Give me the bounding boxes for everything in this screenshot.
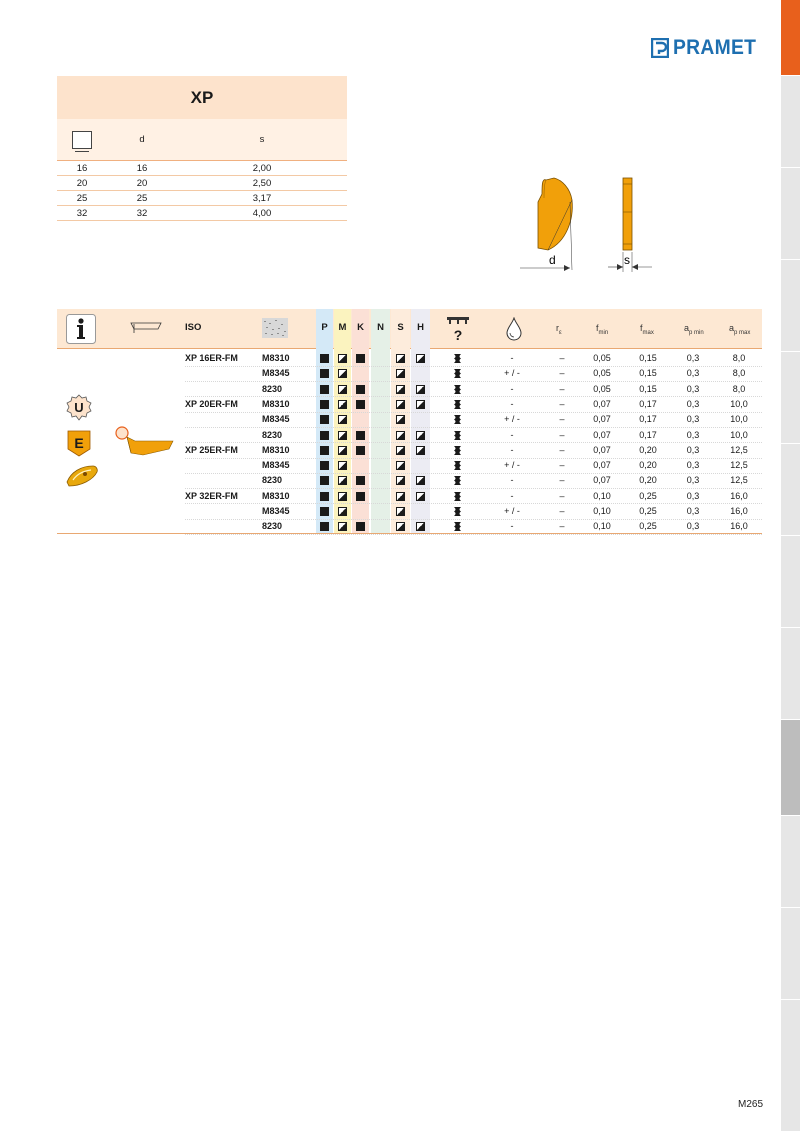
- re-value: –: [559, 460, 565, 471]
- chipbreaker-icon: [453, 414, 462, 425]
- header-p: P: [321, 322, 328, 333]
- dimensions-title: XP: [57, 76, 347, 119]
- insert-profile-icon: [130, 321, 162, 335]
- apmax-value: 12,5: [730, 444, 748, 455]
- suitability-k-full: [356, 431, 365, 440]
- fmax-value: 0,17: [639, 414, 657, 425]
- table-row: [57, 366, 762, 381]
- chipbreaker-icon: [453, 399, 462, 410]
- dimension-s: 2,50: [252, 177, 272, 189]
- side-tab[interactable]: [781, 536, 800, 628]
- coolant-value: -: [510, 353, 514, 363]
- suitability-s-half: [396, 522, 405, 531]
- dimension-d: 25: [136, 192, 148, 204]
- chipbreaker-icon: [453, 521, 462, 532]
- dimension-row: [57, 161, 347, 176]
- fmin-value: 0,07: [593, 460, 611, 471]
- fmax-value: 0,20: [639, 444, 657, 455]
- svg-text:E: E: [74, 435, 84, 451]
- drawing-label-s: s: [624, 253, 630, 267]
- table-bottom-rule: [57, 533, 762, 534]
- coolant-value: -: [510, 383, 514, 394]
- coolant-value: -: [510, 490, 514, 501]
- header-s: S: [397, 322, 404, 333]
- apmax-value: 12,5: [730, 475, 748, 486]
- header-k: K: [357, 322, 364, 333]
- iso-designation: XP 16ER-FM: [185, 353, 238, 363]
- dimension-s: 3,17: [252, 192, 272, 204]
- apmin-value: 0,3: [686, 444, 700, 455]
- apmax-value: 16,0: [730, 490, 748, 501]
- table-row: [57, 428, 762, 443]
- suitability-h-half: [416, 354, 425, 363]
- suitability-h-half: [416, 446, 425, 455]
- suitability-p-full: [320, 446, 329, 455]
- apmax-value: 10,0: [730, 398, 748, 409]
- side-tab[interactable]: [781, 908, 800, 1000]
- header-fmin: f: [596, 323, 599, 333]
- re-value: –: [559, 398, 565, 409]
- suitability-h-half: [416, 385, 425, 394]
- dimensions-header: [57, 119, 347, 161]
- suitability-m-half: [338, 400, 347, 409]
- dimension-size: 25: [76, 192, 88, 204]
- apmax-value: 8,0: [732, 353, 746, 363]
- suitability-p-full: [320, 354, 329, 363]
- chipbreaker-icon: [453, 460, 462, 471]
- header-apmax-sub: p max: [734, 329, 751, 336]
- header-re-sub: ε: [559, 329, 562, 336]
- fmax-value: 0,25: [639, 490, 657, 501]
- dimensions-table: [57, 76, 347, 221]
- suitability-s-half: [396, 415, 405, 424]
- suitability-m-half: [338, 354, 347, 363]
- table-row: [57, 351, 762, 366]
- dimensions-rows: [57, 161, 347, 221]
- svg-text:?: ?: [453, 327, 463, 342]
- apmin-value: 0,3: [686, 475, 700, 486]
- side-tab[interactable]: [781, 1000, 800, 1132]
- grade: 8230: [262, 429, 283, 440]
- dimension-d: 16: [136, 162, 148, 174]
- chipbreaker-icon: [453, 384, 462, 395]
- suitability-m-half: [338, 507, 347, 516]
- suitability-k-full: [356, 476, 365, 485]
- dimension-size: 16: [76, 162, 88, 174]
- suitability-p-full: [320, 492, 329, 501]
- grade: 8230: [262, 475, 283, 486]
- apmin-value: 0,3: [686, 398, 700, 409]
- re-value: –: [559, 368, 565, 379]
- cutting-data-table: [57, 309, 762, 534]
- side-tab-strip: [781, 0, 800, 1132]
- grade: 8230: [262, 383, 283, 394]
- apmin-value: 0,3: [686, 521, 700, 532]
- fmin-value: 0,07: [593, 444, 611, 455]
- re-value: –: [559, 414, 565, 425]
- suitability-h-half: [416, 492, 425, 501]
- side-tab[interactable]: [781, 628, 800, 720]
- suitability-k-full: [356, 446, 365, 455]
- coolant-value: -: [510, 444, 514, 455]
- fmax-value: 0,20: [639, 460, 657, 471]
- header-apmin-sub: p min: [689, 329, 704, 336]
- pramet-logo-icon: [651, 38, 669, 58]
- apmin-value: 0,3: [686, 490, 700, 501]
- side-tab[interactable]: [781, 260, 800, 352]
- suitability-m-half: [338, 385, 347, 394]
- suitability-p-full: [320, 461, 329, 470]
- coolant-drop-icon: [506, 317, 522, 341]
- table-row: [57, 397, 762, 412]
- suitability-k-full: [356, 400, 365, 409]
- fmax-value: 0,25: [639, 521, 657, 532]
- table-row: [57, 504, 762, 519]
- re-value: –: [559, 506, 565, 516]
- table-row: [57, 412, 762, 427]
- coolant-value: -: [510, 429, 514, 440]
- grade: M8310: [262, 490, 290, 501]
- fmin-value: 0,10: [593, 521, 611, 532]
- re-value: –: [559, 444, 565, 455]
- table-row: [57, 489, 762, 504]
- fmin-value: 0,10: [593, 506, 611, 516]
- suitability-p-full: [320, 507, 329, 516]
- help-icon: [446, 316, 470, 342]
- grade: 8230: [262, 521, 283, 532]
- header-h: H: [417, 322, 424, 333]
- coolant-value: -: [510, 521, 514, 532]
- fmax-value: 0,17: [639, 398, 657, 409]
- suitability-m-half: [338, 415, 347, 424]
- coolant-value: -: [510, 398, 514, 409]
- re-value: –: [559, 475, 565, 486]
- suitability-s-half: [396, 431, 405, 440]
- fmax-value: 0,17: [639, 429, 657, 440]
- re-value: –: [559, 353, 565, 363]
- chipbreaker-icon: [453, 368, 462, 379]
- suitability-p-full: [320, 476, 329, 485]
- header-fmin-sub: min: [598, 329, 609, 336]
- apmin-value: 0,3: [686, 460, 700, 471]
- re-value: –: [559, 429, 565, 440]
- re-value: –: [559, 490, 565, 501]
- fmin-value: 0,05: [593, 368, 611, 379]
- fmin-value: 0,10: [593, 490, 611, 501]
- suitability-s-half: [396, 400, 405, 409]
- header-re: r: [556, 323, 559, 333]
- fmin-value: 0,07: [593, 429, 611, 440]
- table-row: [57, 382, 762, 397]
- chipbreaker-icon: [453, 445, 462, 456]
- dimension-d: 32: [136, 207, 148, 219]
- header-iso: ISO: [185, 322, 202, 333]
- re-value: –: [559, 383, 565, 394]
- table-row: [57, 443, 762, 458]
- header-apmin: a: [684, 323, 690, 333]
- dimension-s: 2,00: [252, 162, 272, 174]
- material-icon: [262, 318, 288, 338]
- iso-designation: XP 25ER-FM: [185, 444, 238, 455]
- grade: M8310: [262, 444, 290, 455]
- header-m: M: [338, 322, 347, 333]
- svg-text:U: U: [74, 400, 84, 415]
- coolant-value: -: [510, 475, 514, 486]
- suitability-k-full: [356, 492, 365, 501]
- side-tab-active[interactable]: [781, 0, 800, 76]
- dimension-row: [57, 176, 347, 191]
- coolant-value: + / -: [504, 368, 520, 379]
- insert-front-view: [520, 178, 572, 271]
- fmin-value: 0,07: [593, 475, 611, 486]
- apmax-value: 16,0: [730, 521, 748, 532]
- suitability-m-half: [338, 446, 347, 455]
- chipbreaker-icon: [453, 506, 462, 517]
- apmin-value: 0,3: [686, 414, 700, 425]
- dimension-s: 4,00: [252, 207, 272, 219]
- suitability-m-half: [338, 431, 347, 440]
- fmin-value: 0,05: [593, 383, 611, 394]
- header-apmax: a: [729, 323, 735, 333]
- suitability-h-half: [416, 431, 425, 440]
- fmax-value: 0,15: [639, 383, 657, 394]
- apmax-value: 16,0: [730, 506, 748, 516]
- side-tab[interactable]: [781, 352, 800, 444]
- insert-drawing: [520, 172, 660, 276]
- fmin-value: 0,07: [593, 414, 611, 425]
- apmax-value: 10,0: [730, 429, 748, 440]
- suitability-s-half: [396, 354, 405, 363]
- chipbreaker-icon: [453, 475, 462, 486]
- logo-text: PRAMET: [673, 36, 757, 59]
- suitability-s-half: [396, 461, 405, 470]
- grade: M8345: [262, 414, 290, 425]
- apmin-value: 0,3: [686, 429, 700, 440]
- apmax-value: 8,0: [732, 368, 746, 379]
- chipbreaker-icon: [453, 491, 462, 502]
- pramet-logo: [651, 36, 763, 60]
- side-tab[interactable]: [781, 168, 800, 260]
- table-row: [57, 473, 762, 488]
- side-tab[interactable]: [781, 816, 800, 908]
- chipbreaker-icon: [453, 353, 462, 364]
- suitability-h-half: [416, 400, 425, 409]
- side-tab-current[interactable]: [781, 720, 800, 816]
- dimension-size: 32: [76, 207, 88, 219]
- suitability-m-half: [338, 461, 347, 470]
- apmin-value: 0,3: [686, 383, 700, 394]
- suitability-p-full: [320, 415, 329, 424]
- header-s: s: [259, 134, 265, 145]
- suitability-m-half: [338, 476, 347, 485]
- apmin-value: 0,3: [686, 506, 700, 516]
- fmin-value: 0,05: [593, 353, 611, 363]
- suitability-s-half: [396, 492, 405, 501]
- grade: M8345: [262, 460, 290, 471]
- side-tab[interactable]: [781, 444, 800, 536]
- apmax-value: 12,5: [730, 460, 748, 471]
- fmax-value: 0,15: [639, 353, 657, 363]
- coolant-value: + / -: [504, 506, 520, 516]
- suitability-h-half: [416, 522, 425, 531]
- info-icon: [66, 314, 96, 344]
- page-number: M265: [738, 1099, 764, 1110]
- drawing-label-d: d: [549, 253, 556, 267]
- iso-designation: XP 32ER-FM: [185, 490, 238, 501]
- apmin-value: 0,3: [686, 353, 700, 363]
- dimension-row: [57, 191, 347, 206]
- suitability-m-half: [338, 522, 347, 531]
- suitability-k-full: [356, 354, 365, 363]
- dimension-row: [57, 206, 347, 221]
- suitability-k-full: [356, 522, 365, 531]
- header-fmax-sub: max: [642, 329, 654, 336]
- dimension-d: 20: [136, 177, 148, 189]
- header-d: d: [139, 134, 145, 145]
- suitability-m-half: [338, 492, 347, 501]
- side-tab[interactable]: [781, 76, 800, 168]
- suitability-m-half: [338, 369, 347, 378]
- coolant-value: + / -: [504, 414, 520, 425]
- grade: M8310: [262, 353, 290, 363]
- suitability-s-half: [396, 369, 405, 378]
- header-fmax: f: [640, 323, 643, 333]
- suitability-p-full: [320, 522, 329, 531]
- fmax-value: 0,20: [639, 475, 657, 486]
- fmax-value: 0,25: [639, 506, 657, 516]
- suitability-h-half: [416, 476, 425, 485]
- insert-side-view: [608, 178, 652, 272]
- suitability-s-half: [396, 476, 405, 485]
- re-value: –: [559, 521, 565, 532]
- suitability-p-full: [320, 400, 329, 409]
- grade: M8310: [262, 398, 290, 409]
- apmax-value: 8,0: [732, 383, 746, 394]
- insert-size-icon: [72, 131, 92, 149]
- iso-designation: XP 20ER-FM: [185, 398, 238, 409]
- chipbreaker-icon: [453, 430, 462, 441]
- suitability-k-full: [356, 385, 365, 394]
- dimension-size: 20: [76, 177, 88, 189]
- grade: M8345: [262, 368, 290, 379]
- suitability-s-half: [396, 446, 405, 455]
- suitability-p-full: [320, 369, 329, 378]
- suitability-p-full: [320, 385, 329, 394]
- suitability-p-full: [320, 431, 329, 440]
- suitability-s-half: [396, 507, 405, 516]
- fmax-value: 0,15: [639, 368, 657, 379]
- fmin-value: 0,07: [593, 398, 611, 409]
- apmax-value: 10,0: [730, 414, 748, 425]
- table-row: [57, 458, 762, 473]
- coolant-value: + / -: [504, 460, 520, 471]
- cutting-data-header: [57, 309, 762, 349]
- apmin-value: 0,3: [686, 368, 700, 379]
- row-divider: [185, 534, 762, 535]
- grade: M8345: [262, 506, 290, 516]
- suitability-s-half: [396, 385, 405, 394]
- header-n: N: [377, 322, 384, 333]
